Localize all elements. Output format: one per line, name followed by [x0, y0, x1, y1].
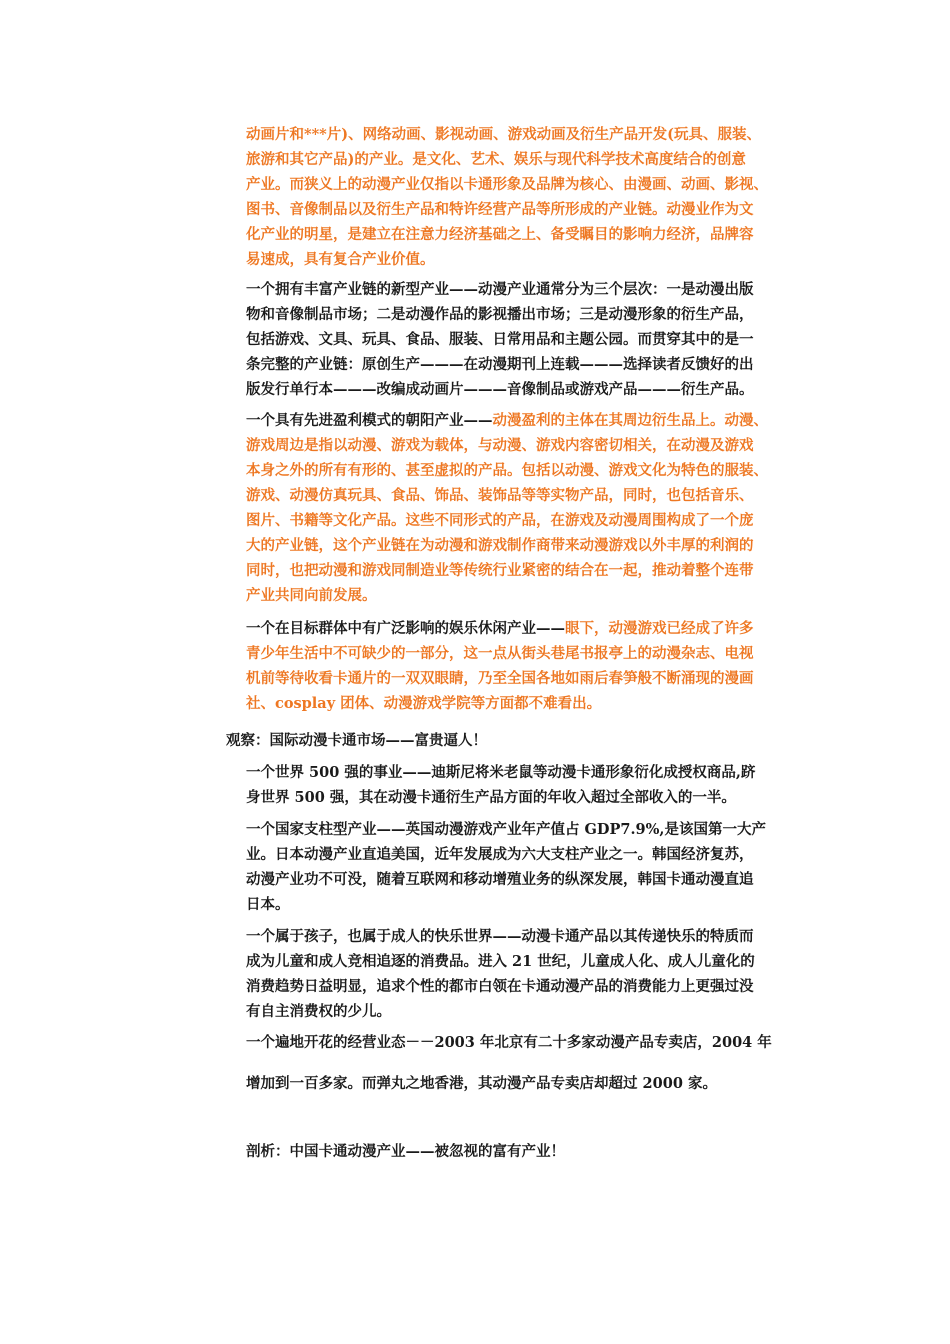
text-segment: 包括游戏、文具、玩具、食品、服装、日常用品和主题公园。而贯穿其中的是一 — [246, 331, 754, 348]
text-segment: 社、cosplay 团体、动漫游戏学院等方面都不难看出。 — [246, 695, 602, 712]
text-line — [246, 817, 816, 842]
text-segment: 一个国家支柱型产业——英国动漫游戏产业年产值占 GDP7.9%,是该国第一大产 — [246, 821, 766, 838]
text-segment: 日本。 — [246, 896, 290, 913]
paragraph-animation-definition — [246, 122, 816, 272]
text-line — [246, 302, 816, 327]
paragraph-fortune-500 — [246, 760, 816, 810]
text-segment: 同时，也把动漫和游戏同制造业等传统行业紧密的结合在一起，推动着整个连带 — [246, 562, 754, 579]
text-line — [246, 222, 816, 247]
text-segment: 一个在目标群体中有广泛影响的娱乐休闲产业—— — [246, 620, 565, 637]
text-segment: 版发行单行本———改编成动画片———音像制品或游戏产品———衍生产品。 — [246, 381, 754, 398]
text-segment: 一个世界 500 强的事业——迪斯尼将米老鼠等动漫卡通形象衍化成授权商品,跻 — [246, 764, 756, 781]
text-line — [246, 691, 816, 716]
text-segment: 动漫产业功不可没，随着互联网和移动增殖业务的纵深发展，韩国卡通动漫直追 — [246, 871, 754, 888]
text-segment: 业。日本动漫产业直追美国，近年发展成为六大支柱产业之一。韩国经济复苏， — [246, 846, 754, 863]
paragraph-industry-chain — [246, 277, 816, 402]
text-line — [246, 483, 816, 508]
text-segment: 易速成，具有复合产业价值。 — [246, 251, 435, 268]
text-line — [246, 277, 816, 302]
paragraph-business-form — [246, 1030, 816, 1055]
text-line — [246, 558, 816, 583]
text-segment: 旅游和其它产品)的产业。是文化、艺术、娱乐与现代科学技术高度结合的创意 — [246, 151, 746, 168]
text-segment: 动漫盈利的主体在其周边衍生品上。动漫、 — [492, 412, 768, 429]
text-segment: 一个拥有丰富产业链的新型产业——动漫产业通常分为三个层次：一是动漫出版 — [246, 281, 754, 298]
text-line — [246, 352, 816, 377]
text-line — [246, 172, 816, 197]
text-line — [246, 1030, 816, 1055]
paragraph-pillar-industry — [246, 817, 816, 917]
text-line — [246, 147, 816, 172]
text-line — [246, 974, 816, 999]
paragraph-happy-world — [246, 924, 816, 1024]
text-line — [246, 1071, 816, 1096]
text-segment: 动画片和***片)、网络动画、影视动画、游戏动画及衍生产品开发(玩具、服装、 — [246, 126, 761, 143]
text-line — [246, 247, 816, 272]
heading-analysis: 剖析：中国卡通动漫产业——被忽视的富有产业！ — [246, 1143, 565, 1160]
text-segment: 一个属于孩子，也属于成人的快乐世界——动漫卡通产品以其传递快乐的特质而 — [246, 928, 754, 945]
text-line — [246, 433, 816, 458]
text-line — [246, 924, 816, 949]
text-line — [246, 949, 816, 974]
text-line — [246, 785, 816, 810]
paragraph-business-form-cont — [246, 1071, 816, 1096]
text-line — [246, 458, 816, 483]
text-line — [246, 641, 816, 666]
text-segment: 成为儿童和成人竞相追逐的消费品。进入 21 世纪，儿童成人化、成人儿童化的 — [246, 953, 755, 970]
text-segment: 大的产业链，这个产业链在为动漫和游戏制作商带来动漫游戏以外丰厚的利润的 — [246, 537, 754, 554]
text-line — [246, 616, 816, 641]
text-line — [246, 760, 816, 785]
text-segment: 青少年生活中不可缺少的一部分，这一点从街头巷尾书报亭上的动漫杂志、电视 — [246, 645, 754, 662]
text-line — [246, 999, 816, 1024]
text-line — [246, 122, 816, 147]
text-line — [246, 867, 816, 892]
text-line — [246, 892, 816, 917]
paragraph-profit-model — [246, 408, 816, 608]
text-segment: 增加到一百多家。而弹丸之地香港，其动漫产品专卖店却超过 2000 家。 — [246, 1075, 717, 1092]
text-segment: 本身之外的所有有形的、甚至虚拟的产品。包括以动漫、游戏文化为特色的服装、 — [246, 462, 768, 479]
text-segment: 一个具有先进盈利模式的朝阳产业—— — [246, 412, 493, 429]
text-segment: 物和音像制品市场；二是动漫作品的影视播出市场；三是动漫形象的衍生产品， — [246, 306, 754, 323]
text-segment: 产业。而狭义上的动漫产业仅指以卡通形象及品牌为核心、由漫画、动画、影视、 — [246, 176, 768, 193]
text-segment: 有自主消费权的少儿。 — [246, 1003, 391, 1020]
paragraph-entertainment-industry — [246, 616, 816, 716]
text-segment: 眼下，动漫游戏已经成了许多 — [565, 620, 754, 637]
heading-observe: 观察：国际动漫卡通市场——富贵逼人！ — [226, 732, 487, 749]
text-segment: 机前等待收看卡通片的一双双眼睛，乃至全国各地如雨后春笋般不断涌现的漫画 — [246, 670, 754, 687]
text-segment: 化产业的明星，是建立在注意力经济基础之上、备受瞩目的影响力经济，品牌容 — [246, 226, 754, 243]
text-segment: 条完整的产业链：原创生产———在动漫期刊上连载———选择读者反馈好的出 — [246, 356, 754, 373]
text-segment: 游戏周边是指以动漫、游戏为载体，与动漫、游戏内容密切相关，在动漫及游戏 — [246, 437, 754, 454]
text-line — [246, 533, 816, 558]
text-line — [246, 197, 816, 222]
text-line — [246, 377, 816, 402]
text-line — [246, 508, 816, 533]
text-segment: 产业共同向前发展。 — [246, 587, 377, 604]
text-segment: 图书、音像制品以及衍生产品和特许经营产品等所形成的产业链。动漫业作为文 — [246, 201, 754, 218]
text-segment: 一个遍地开花的经营业态－－2003 年北京有二十多家动漫产品专卖店，2004 年 — [246, 1034, 772, 1051]
text-line — [246, 327, 816, 352]
text-line — [246, 583, 816, 608]
text-line — [246, 408, 816, 433]
text-segment: 游戏、动漫仿真玩具、食品、饰品、装饰品等等实物产品，同时，也包括音乐、 — [246, 487, 754, 504]
text-line — [246, 842, 816, 867]
text-segment: 消费趋势日益明显，追求个性的都市白领在卡通动漫产品的消费能力上更强过没 — [246, 978, 754, 995]
text-line — [246, 666, 816, 691]
text-segment: 图片、书籍等文化产品。这些不同形式的产品，在游戏及动漫周围构成了一个庞 — [246, 512, 754, 529]
text-segment: 身世界 500 强，其在动漫卡通衍生产品方面的年收入超过全部收入的一半。 — [246, 789, 736, 806]
